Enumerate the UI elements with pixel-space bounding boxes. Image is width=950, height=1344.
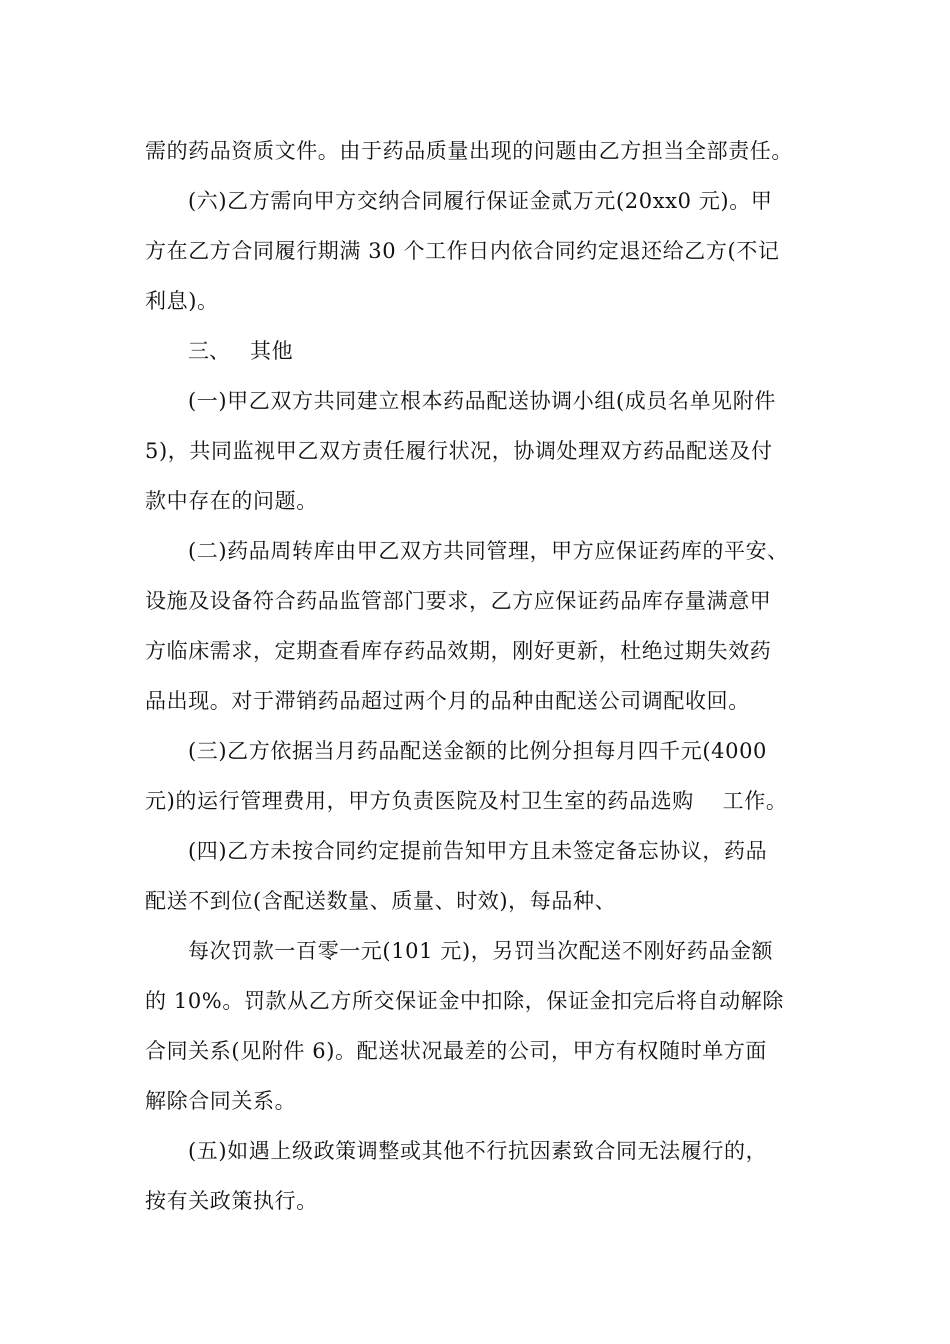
paragraph-line: 5)，共同监视甲乙双方责任履行状况，协调处理双方药品配送及付 <box>145 439 773 463</box>
paragraph-line: 按有关政策执行。 <box>145 1189 318 1213</box>
section-heading-number: 三、 <box>188 339 230 363</box>
paragraph-line: 配送不到位(含配送数量、质量、时效)，每品种、 <box>145 889 617 913</box>
paragraph-line: 解除合同关系。 <box>145 1089 297 1113</box>
paragraph-line: (一)甲乙双方共同建立根本药品配送协调小组(成员名单见附件 <box>188 389 776 413</box>
paragraph-line: (六)乙方需向甲方交纳合同履行保证金贰万元(20xx0 元)。甲 <box>188 189 773 213</box>
paragraph-line: (四)乙方未按合同约定提前告知甲方且未签定备忘协议，药品 <box>188 839 768 863</box>
section-heading <box>188 338 293 364</box>
paragraph-line: 合同关系(见附件 6)。配送状况最差的公司，甲方有权随时单方面 <box>145 1039 768 1063</box>
paragraph-line: 的 10%。罚款从乙方所交保证金中扣除，保证金扣完后将自动解除 <box>145 989 784 1013</box>
paragraph-line: 利息)。 <box>145 289 219 313</box>
paragraph-line: 方临床需求，定期查看库存药品效期，刚好更新，杜绝过期失效药 <box>145 639 772 663</box>
paragraph-line: (五)如遇上级政策调整或其他不行抗因素致合同无法履行的， <box>188 1139 768 1163</box>
paragraph-line: 款中存在的问题。 <box>145 489 318 513</box>
paragraph-line: 品出现。对于滞销药品超过两个月的品种由配送公司调配收回。 <box>145 689 750 713</box>
paragraph-line: 设施及设备符合药品监管部门要求，乙方应保证药品库存量满意甲 <box>145 589 772 613</box>
paragraph-line: 元)的运行管理费用，甲方负责医院及村卫生室的药品选购 工作。 <box>145 789 788 813</box>
paragraph-line: (二)药品周转库由甲乙双方共同管理，甲方应保证药库的平安、 <box>188 539 789 563</box>
section-heading-title: 其他 <box>250 339 294 363</box>
paragraph-line: 需的药品资质文件。由于药品质量出现的问题由乙方担当全部责任。 <box>145 139 793 163</box>
paragraph-line: (三)乙方依据当月药品配送金额的比例分担每月四千元(4000 <box>188 739 768 763</box>
paragraph-line: 方在乙方合同履行期满 30 个工作日内依合同约定退还给乙方(不记 <box>145 239 780 263</box>
paragraph-line: 每次罚款一百零一元(101 元)，另罚当次配送不刚好药品金额 <box>188 939 774 963</box>
